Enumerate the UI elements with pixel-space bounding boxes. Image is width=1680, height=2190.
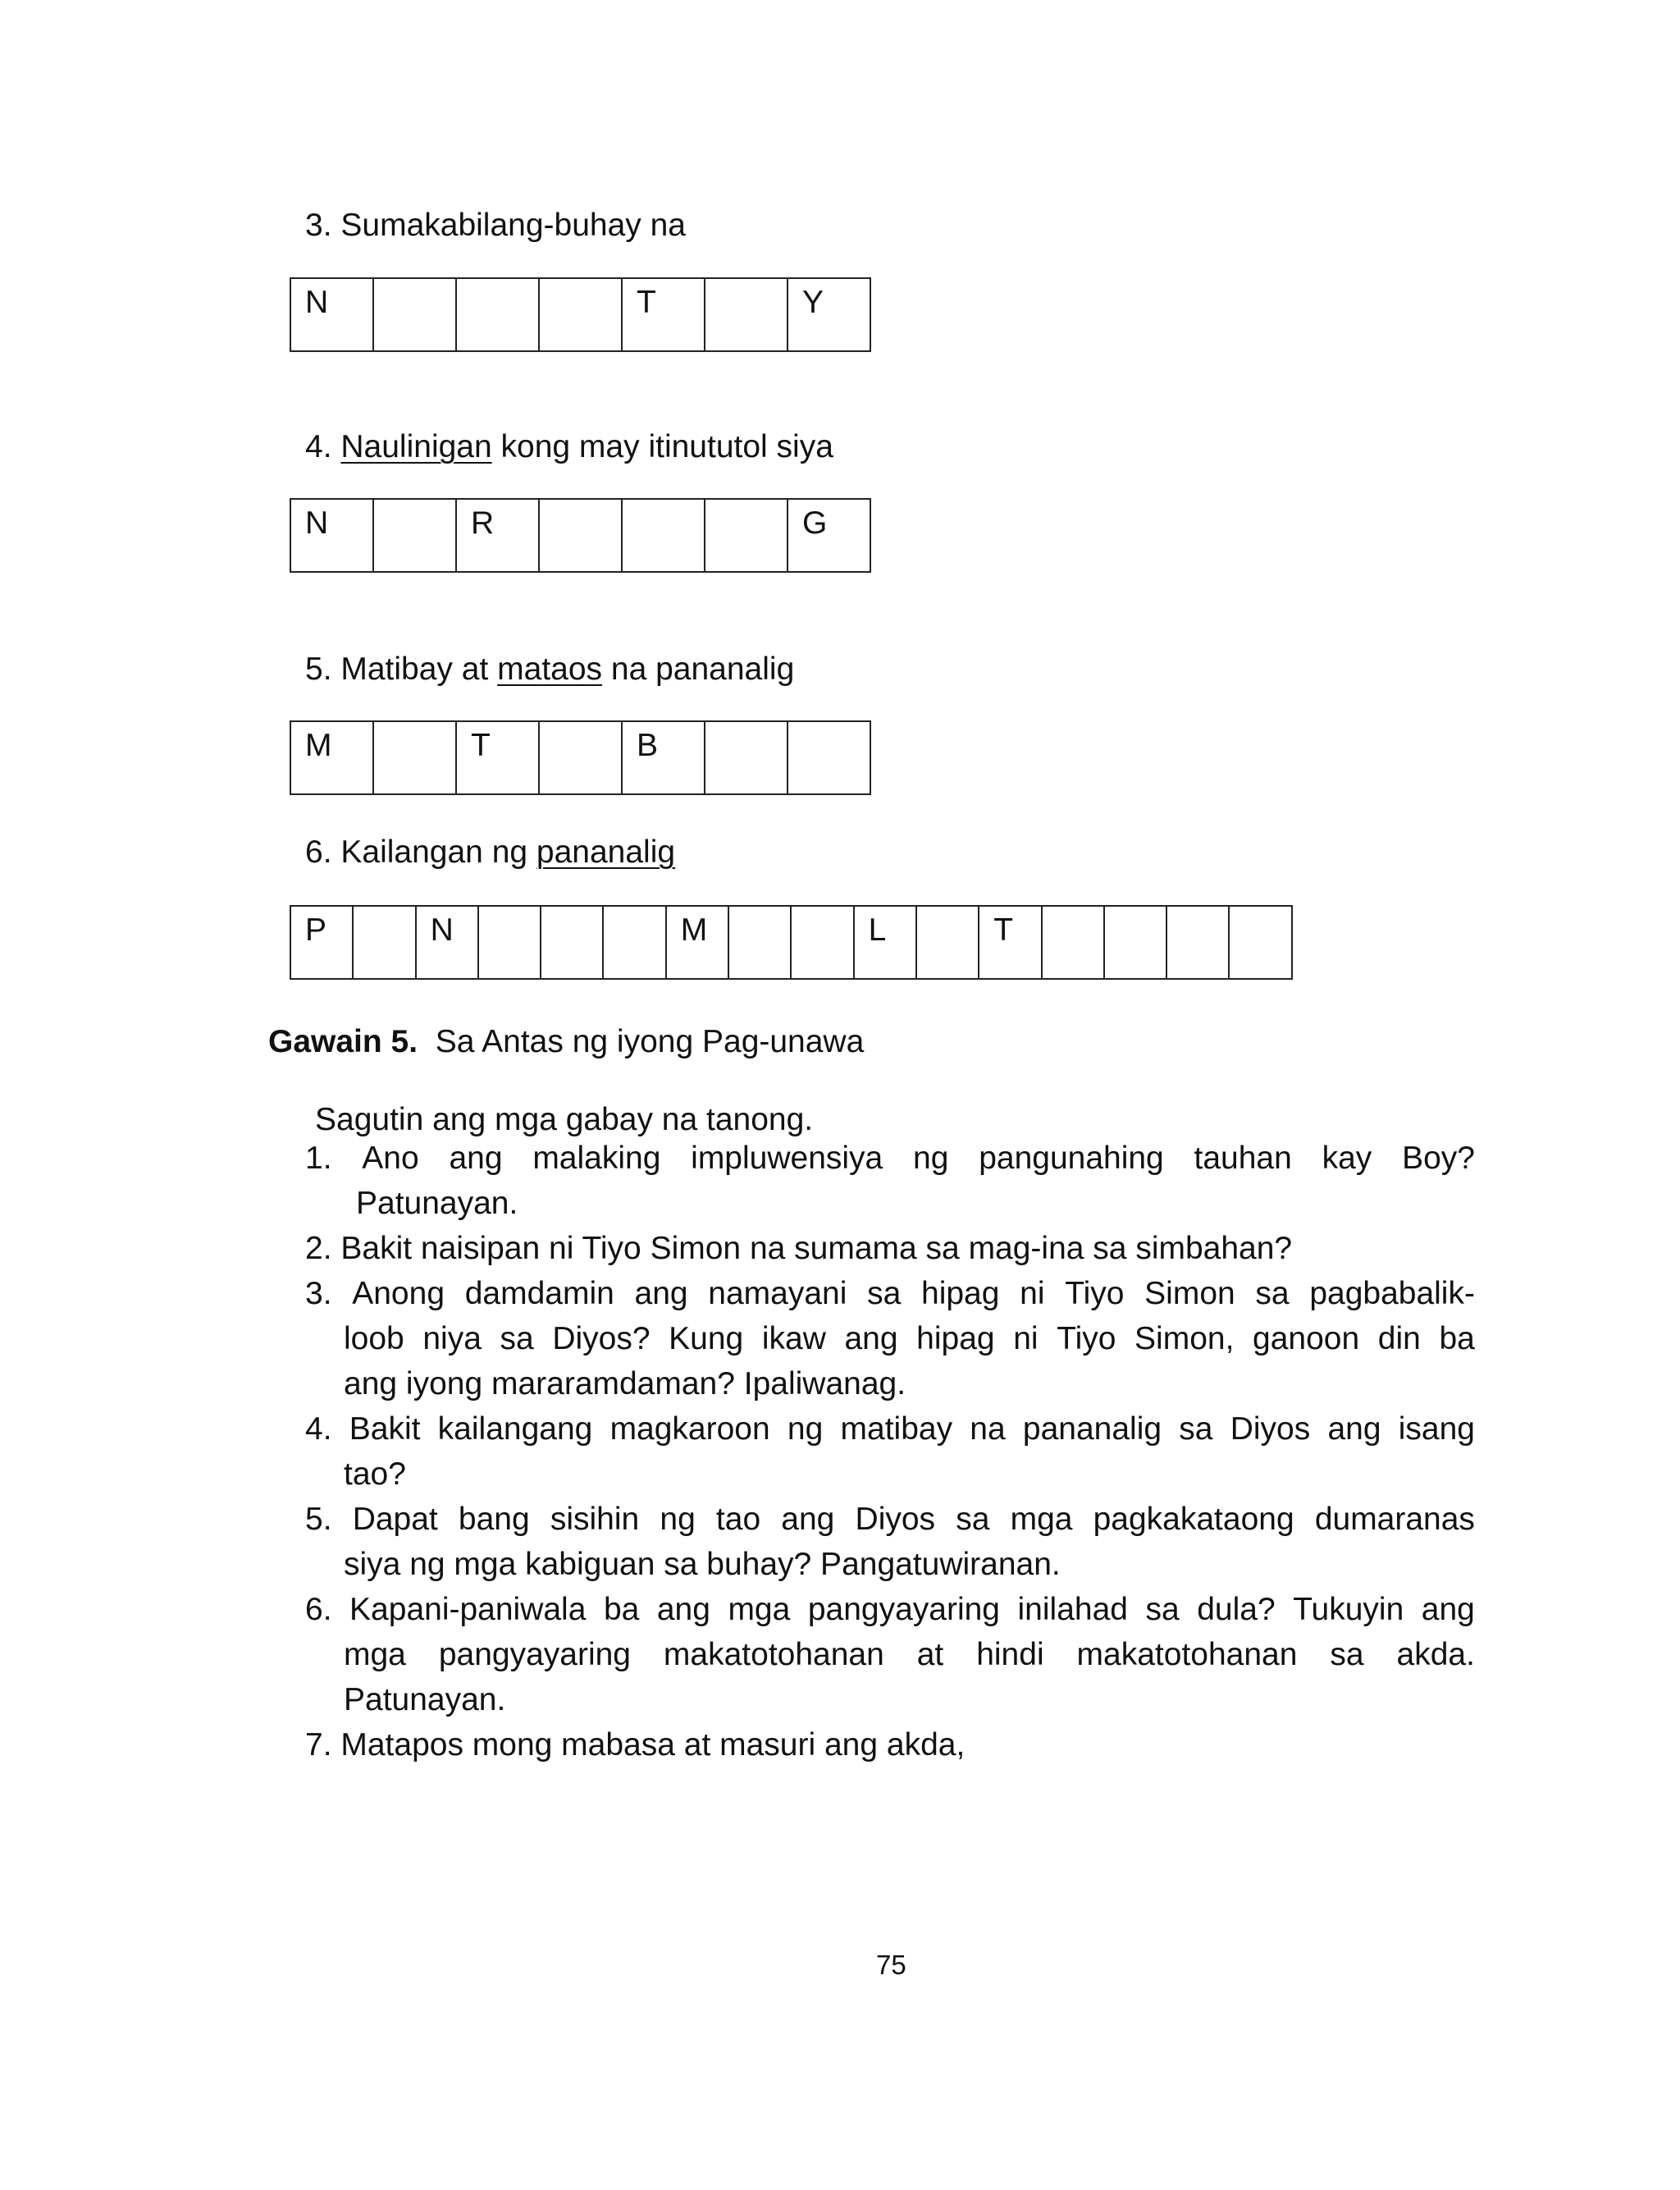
letter-box[interactable] xyxy=(540,722,623,793)
question-text: Patunayan. xyxy=(344,1682,506,1717)
question-text: tao? xyxy=(344,1456,406,1492)
question-line xyxy=(305,1181,1475,1226)
letter-box[interactable] xyxy=(729,907,792,978)
letter-box[interactable] xyxy=(788,500,871,571)
letter-box[interactable] xyxy=(457,722,540,793)
question-line xyxy=(305,1587,1475,1632)
letter-box[interactable] xyxy=(623,279,705,350)
letter-box[interactable] xyxy=(705,279,788,350)
item-4-letter-boxes xyxy=(290,498,871,573)
question-text: 2. Bakit naisipan ni Tiyo Simon na sumama sa mag-ina sa simbahan? xyxy=(305,1231,1293,1266)
letter-box-letter: T xyxy=(637,285,656,320)
question-text: loob niya sa Diyos? Kung ikaw ang hipag ni Tiyo Simon, ganoon din ba xyxy=(344,1321,1475,1356)
question-7 xyxy=(305,1722,1475,1767)
activity-instruction: Sagutin ang mga gabay na tanong. xyxy=(315,1102,814,1137)
letter-box-letter: N xyxy=(305,285,329,320)
question-text: 6. Kapani-paniwala ba ang mga pangyayaring inilahad sa dula? Tukuyin ang xyxy=(305,1592,1475,1627)
letter-box[interactable] xyxy=(1105,907,1167,978)
question-text: Patunayan. xyxy=(356,1186,518,1221)
letter-box[interactable] xyxy=(705,722,788,793)
question-text: mga pangyayaring makatotohanan at hindi makatotohanan sa akda. xyxy=(344,1637,1475,1672)
letter-box[interactable] xyxy=(1043,907,1105,978)
question-text: 4. Bakit kailangang magkaroon ng matibay na pananalig sa Diyos ang isang xyxy=(305,1411,1475,1447)
question-line xyxy=(305,1361,1475,1406)
question-1 xyxy=(305,1136,1475,1226)
item-5-keyword: mataos xyxy=(497,652,603,687)
letter-box[interactable] xyxy=(374,500,457,571)
question-text: 7. Matapos mong mabasa at masuri ang akda, xyxy=(305,1727,966,1763)
question-line xyxy=(305,1316,1475,1361)
letter-box[interactable] xyxy=(291,907,354,978)
letter-box[interactable] xyxy=(1230,907,1292,978)
question-line xyxy=(305,1677,1475,1722)
question-line xyxy=(305,1271,1475,1316)
question-line xyxy=(305,1497,1475,1542)
page-number: 75 xyxy=(876,1950,906,1980)
letter-box[interactable] xyxy=(291,722,374,793)
guide-questions xyxy=(305,1136,1475,1767)
letter-box-letter: M xyxy=(680,912,708,948)
item-3-letter-boxes xyxy=(290,277,871,352)
letter-box[interactable] xyxy=(792,907,854,978)
letter-box[interactable] xyxy=(479,907,541,978)
question-text: 3. Anong damdamin ang namayani sa hipag ni Tiyo Simon sa pagbabalik- xyxy=(305,1276,1475,1311)
question-line xyxy=(305,1406,1475,1452)
item-5-letter-boxes xyxy=(290,720,871,795)
item-6-letter-boxes xyxy=(290,905,1293,980)
letter-box[interactable] xyxy=(604,907,666,978)
letter-box[interactable] xyxy=(291,500,374,571)
letter-box-letter: T xyxy=(993,912,1014,948)
item-6-keyword: pananalig xyxy=(536,834,676,870)
letter-box[interactable] xyxy=(855,907,917,978)
question-3 xyxy=(305,1271,1475,1406)
letter-box[interactable] xyxy=(705,500,788,571)
question-line xyxy=(305,1452,1475,1497)
question-line xyxy=(305,1632,1475,1677)
question-text: 1. Ano ang malaking impluwensiya ng pangunahing tauhan kay Boy? xyxy=(305,1141,1475,1176)
letter-box[interactable] xyxy=(1167,907,1230,978)
letter-box[interactable] xyxy=(667,907,729,978)
letter-box[interactable] xyxy=(457,500,540,571)
item-4-keyword: Naulinigan xyxy=(340,429,492,464)
letter-box-letter: P xyxy=(305,912,327,948)
question-2 xyxy=(305,1226,1475,1271)
letter-box[interactable] xyxy=(540,279,623,350)
activity-label: Gawain 5. xyxy=(268,1024,418,1059)
letter-box-letter: N xyxy=(305,505,329,541)
question-5 xyxy=(305,1497,1475,1587)
letter-box[interactable] xyxy=(917,907,979,978)
letter-box[interactable] xyxy=(979,907,1042,978)
item-5-prompt: 5. Matibay at mataos na pananalig xyxy=(305,652,795,687)
letter-box[interactable] xyxy=(417,907,479,978)
letter-box[interactable] xyxy=(623,500,705,571)
letter-box[interactable] xyxy=(788,722,871,793)
letter-box-letter: N xyxy=(430,912,454,948)
letter-box[interactable] xyxy=(374,722,457,793)
letter-box[interactable] xyxy=(788,279,871,350)
question-text: 5. Dapat bang sisihin ng tao ang Diyos sa mga pagkakataong dumaranas xyxy=(305,1502,1475,1537)
letter-box-letter: G xyxy=(802,505,828,541)
question-line xyxy=(305,1226,1475,1271)
item-6-prompt: 6. Kailangan ng pananalig xyxy=(305,834,676,870)
letter-box-letter: B xyxy=(637,728,659,763)
question-6 xyxy=(305,1587,1475,1722)
item-3-prompt: 3. Sumakabilang-buhay na xyxy=(305,208,686,243)
letter-box[interactable] xyxy=(354,907,416,978)
letter-box-letter: Y xyxy=(802,285,824,320)
activity-heading xyxy=(268,1026,864,1058)
question-text: ang iyong mararamdaman? Ipaliwanag. xyxy=(344,1366,906,1401)
question-line xyxy=(305,1136,1475,1181)
question-line xyxy=(305,1722,1475,1767)
letter-box-letter: L xyxy=(868,912,887,948)
letter-box-letter: M xyxy=(305,728,332,763)
question-line xyxy=(305,1542,1475,1587)
letter-box[interactable] xyxy=(374,279,457,350)
letter-box[interactable] xyxy=(541,907,604,978)
letter-box[interactable] xyxy=(291,279,374,350)
letter-box-letter: R xyxy=(471,505,495,541)
question-text: siya ng mga kabiguan sa buhay? Pangatuwiranan. xyxy=(344,1547,1061,1582)
letter-box-letter: T xyxy=(471,728,491,763)
item-4-prompt: 4. Naulinigan kong may itinututol siya xyxy=(305,429,833,464)
question-4 xyxy=(305,1406,1475,1497)
letter-box[interactable] xyxy=(540,500,623,571)
activity-title: Sa Antas ng iyong Pag-unawa xyxy=(435,1024,865,1059)
letter-box[interactable] xyxy=(623,722,705,793)
letter-box[interactable] xyxy=(457,279,540,350)
